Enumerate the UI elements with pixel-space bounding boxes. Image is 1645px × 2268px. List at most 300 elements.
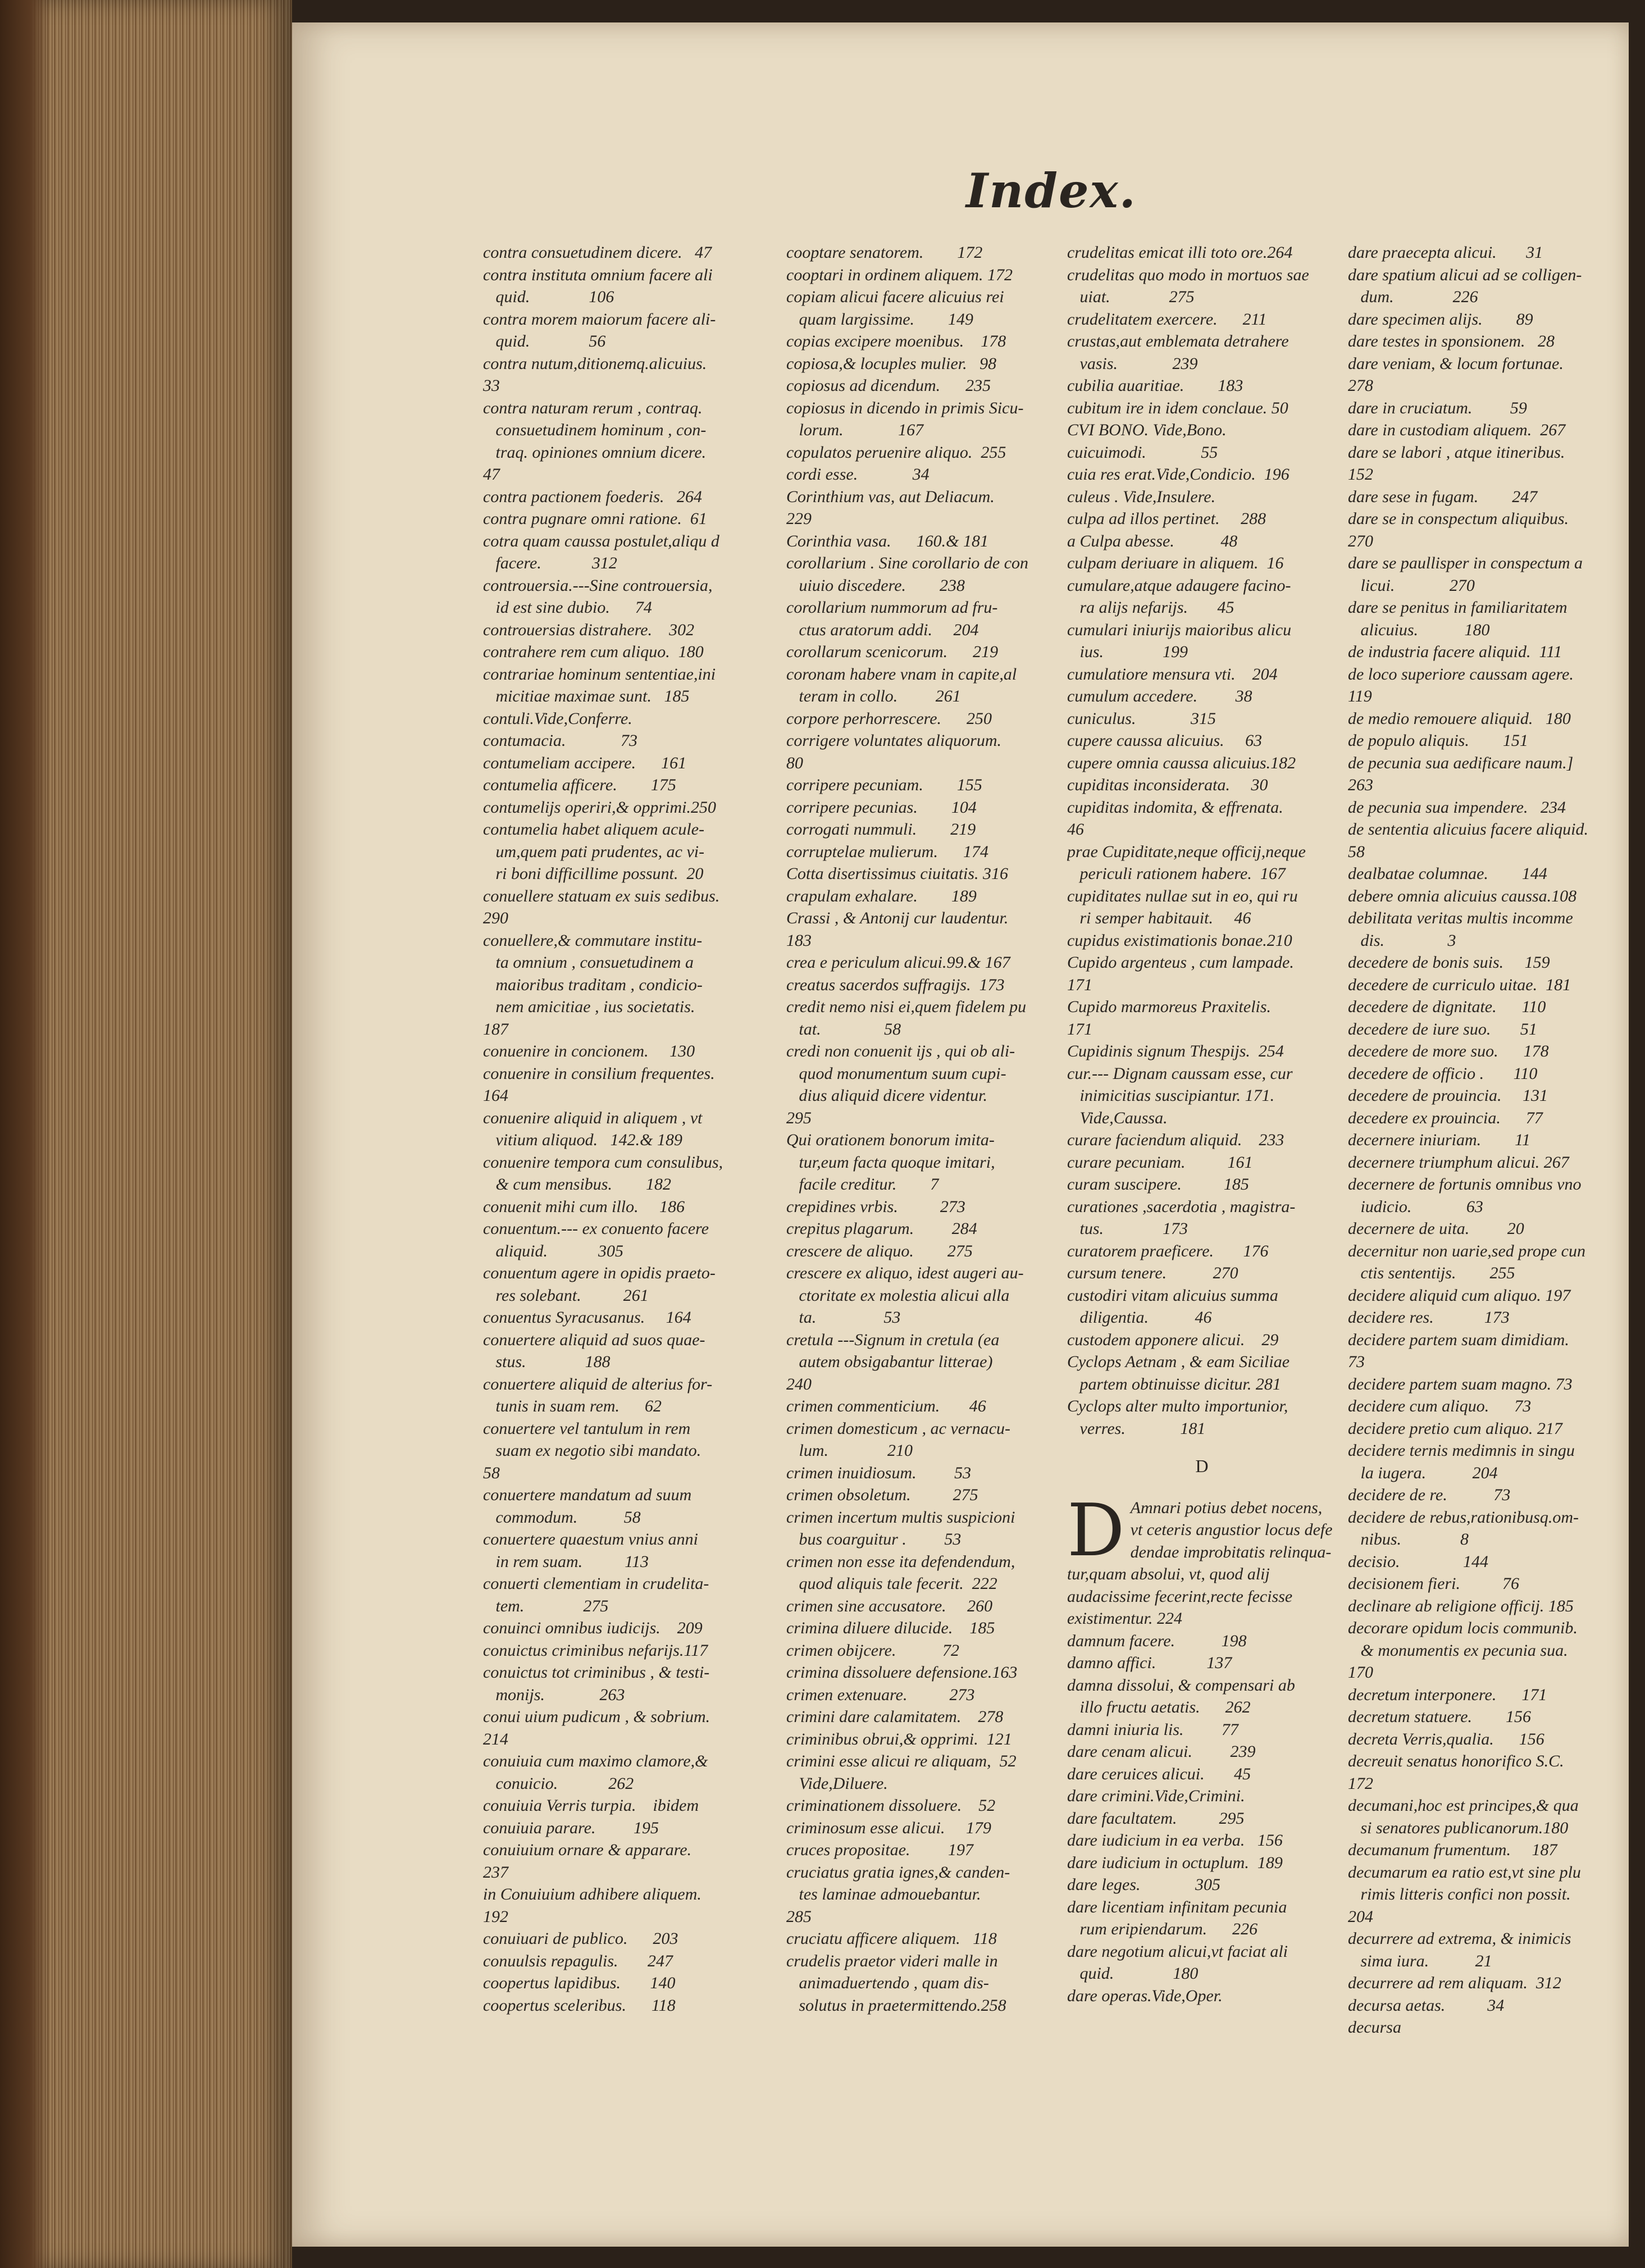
index-entry: conuictus criminibus nefarijs.117 (483, 1641, 708, 1660)
index-entry: ctus aratorum addi. 204 (786, 620, 979, 639)
index-entry: autem obsigabantur litterae) (786, 1352, 993, 1371)
index-entry: nem amicitiae , ius societatis. (483, 998, 695, 1016)
index-entry: curatorem praeficere. 176 (1067, 1241, 1269, 1260)
index-entry: cupidus existimationis bonae.210 (1067, 931, 1292, 950)
index-entry: consuetudinem hominum , con- (483, 421, 707, 439)
index-entry: criminibus obrui,& opprimi. 121 (786, 1729, 1012, 1748)
index-entry: ius. 199 (1067, 643, 1188, 661)
index-entry: conuiuari de publico. 203 (483, 1929, 678, 1948)
index-entry: copiam alicui facere alicuius rei (786, 288, 1004, 306)
index-entry: uiat. 275 (1067, 288, 1195, 306)
index-entry: 214 (483, 1729, 508, 1748)
index-entry: dius aliquid dicere videntur. (786, 1086, 988, 1105)
index-entry: in Conuiuium adhibere aliquem. (483, 1885, 701, 1903)
index-entry: contra pugnare omni ratione. 61 (483, 509, 707, 528)
index-entry: de pecunia sua impendere. 234 (1348, 798, 1566, 817)
index-entry: cuniculus. 315 (1067, 709, 1216, 728)
index-entry: damni iniuria lis. 77 (1067, 1720, 1239, 1739)
index-entry: in rem suam. 113 (483, 1552, 649, 1571)
index-entry: corpore perhorrescere. 250 (786, 709, 992, 728)
index-entry: 229 (786, 509, 812, 528)
index-entry: crudelitas emicat illi toto ore.264 (1067, 243, 1293, 262)
index-entry: quid. 56 (483, 332, 606, 350)
index-entry: decernere de uita. 20 (1348, 1219, 1524, 1238)
index-entry: corrogati nummuli. 219 (786, 820, 976, 839)
index-entry: decursa (1348, 2018, 1401, 2037)
index-entry: contumelia afficere. 175 (483, 776, 676, 794)
index-entry: contra consuetudinem dicere. 47 (483, 243, 712, 262)
index-entry: 187 (483, 1019, 508, 1039)
index-column-3-entries-after (1067, 1630, 1337, 2007)
index-entry: 183 (786, 931, 812, 950)
index-entry: crescere de aliquo. 275 (786, 1241, 973, 1260)
index-entry: decurrere ad rem aliquam. 312 (1348, 1974, 1561, 1992)
index-entry: ctoritate ex molestia alicui alla (786, 1286, 1010, 1305)
index-entry: decedere de prouincia. 131 (1348, 1086, 1548, 1105)
index-entry: cumulari iniurijs maioribus alicu (1067, 620, 1292, 639)
index-entry: custodiri vitam alicuius summa (1067, 1286, 1278, 1305)
index-entry: decidere pretio cum aliquo. 217 (1348, 1419, 1562, 1438)
index-entry: dum. 226 (1348, 288, 1478, 306)
index-entry: crudelitas quo modo in mortuos sae (1067, 265, 1309, 284)
index-entry: a Culpa abesse. 48 (1067, 531, 1238, 550)
index-entry: contumelijs operiri,& opprimi.250 (483, 798, 716, 817)
index-entry: copulatos peruenire aliquo. 255 (786, 443, 1006, 462)
index-entry: ri semper habitauit. 46 (1067, 909, 1251, 927)
index-entry: curam suscipere. 185 (1067, 1175, 1249, 1194)
index-entry: de populo aliquis. 151 (1348, 731, 1528, 750)
index-entry: conuictus tot criminibus , & testi- (483, 1663, 710, 1682)
index-column-3-entries (1067, 242, 1337, 1440)
index-entry: bus coarguitur . 53 (786, 1530, 962, 1549)
index-entry: iudicio. 63 (1348, 1197, 1483, 1216)
index-entry: dare praecepta alicui. 31 (1348, 243, 1543, 262)
index-entry: crapulam exhalare. 189 (786, 886, 977, 905)
index-entry: quam largissime. 149 (786, 309, 974, 329)
index-entry: conuentum.--- ex conuento facere (483, 1219, 709, 1238)
index-entry: dare facultatem. 295 (1067, 1809, 1245, 1828)
index-entry: cupere omnia caussa alicuius.182 (1067, 753, 1296, 772)
index-entry: 285 (786, 1907, 812, 1926)
index-entry: crepidines vrbis. 273 (786, 1197, 965, 1216)
index-entry: crimina dissoluere defensione.163 (786, 1663, 1018, 1682)
index-entry: crimina diluere dilucide. 185 (786, 1619, 995, 1637)
index-entry: quid. 106 (483, 288, 614, 306)
index-entry: 171 (1067, 1019, 1092, 1039)
index-entry: dare se in conspectum aliquibus. (1348, 509, 1569, 528)
index-entry: decidere de rebus,rationibusq.om- (1348, 1508, 1579, 1527)
index-entry: decisionem fieri. 76 (1348, 1574, 1519, 1593)
index-entry: decedere ex prouincia. 77 (1348, 1108, 1543, 1127)
index-entry: decidere partem suam dimidiam. (1348, 1330, 1569, 1349)
index-entry: res solebant. 261 (483, 1286, 649, 1305)
index-entry: conuertere mandatum ad suum (483, 1486, 692, 1504)
index-entry: facile creditur. 7 (786, 1175, 939, 1194)
index-entry: decumanum frumentum. 187 (1348, 1841, 1557, 1859)
index-entry: decernere iniuriam. 11 (1348, 1131, 1530, 1149)
index-entry: decidere aliquid cum aliquo. 197 (1348, 1286, 1571, 1305)
index-entry: um,quem pati prudentes, ac vi- (483, 842, 705, 861)
index-entry: debere omnia alicuius caussa.108 (1348, 886, 1577, 905)
index-entry: dealbatae columnae. 144 (1348, 864, 1547, 883)
index-entry: 152 (1348, 465, 1373, 484)
index-entry: la iugera. 204 (1348, 1463, 1498, 1482)
index-entry: 171 (1067, 975, 1092, 994)
index-entry: 172 (1348, 1774, 1373, 1793)
index-entry: tes laminae admouebantur. (786, 1885, 981, 1903)
index-entry: culeus . Vide,Insulere. (1067, 487, 1216, 506)
index-entry: 47 (483, 465, 500, 484)
index-entry: crimen obsoletum. 275 (786, 1486, 978, 1504)
index-entry: monijs. 263 (483, 1685, 625, 1704)
index-entry: creatus sacerdos suffragijs. 173 (786, 975, 1005, 994)
index-entry: contra naturam rerum , contraq. (483, 398, 703, 417)
index-entry: decedere de iure suo. 51 (1348, 1019, 1537, 1039)
index-entry: 240 (786, 1374, 812, 1393)
index-entry: 290 (483, 909, 508, 927)
index-entry: debilitata veritas multis incomme (1348, 909, 1573, 927)
index-entry: decidere cum aliquo. 73 (1348, 1397, 1532, 1415)
index-entry: copiosus ad dicendum. 235 (786, 376, 991, 395)
index-entry: quod aliquis tale fecerit. 222 (786, 1574, 997, 1593)
index-entry: commodum. 58 (483, 1508, 641, 1527)
index-entry: traq. opiniones omnium dicere. (483, 443, 707, 462)
index-entry: corrigere voluntates aliquorum. (786, 731, 1002, 750)
index-entry: conuellere,& commutare institu- (483, 931, 703, 950)
index-entry: conuertere aliquid ad suos quae- (483, 1330, 705, 1349)
index-entry: coopertus sceleribus. 118 (483, 1996, 676, 2015)
index-entry: decedere de officio . 110 (1348, 1064, 1538, 1083)
index-entry: conuiuium ornare & apparare. (483, 1841, 692, 1859)
index-entry: decidere de re. 73 (1348, 1486, 1511, 1504)
index-entry: conuulsis repagulis. 247 (483, 1951, 673, 1970)
drop-initial: D (1067, 1488, 1125, 1573)
index-entry: conuerti clementiam in crudelita- (483, 1574, 709, 1593)
index-entry: cruciatu afficere aliquem. 118 (786, 1929, 997, 1948)
index-entry: contra morem maiorum facere ali- (483, 309, 716, 329)
index-entry: de sententia alicuius facere aliquid. (1348, 820, 1588, 839)
page-title: Index. (966, 163, 1137, 218)
index-entry: decidere res. 173 (1348, 1308, 1510, 1327)
index-entry: licui. 270 (1348, 576, 1475, 595)
index-entry: cupiditates nullae sut in eo, qui ru (1067, 886, 1298, 905)
index-entry: decedere de dignitate. 110 (1348, 998, 1546, 1016)
index-entry: corollarum scenicorum. 219 (786, 643, 999, 661)
index-entry: tunis in suam rem. 62 (483, 1397, 662, 1415)
index-entry: vitium aliquod. 142.& 189 (483, 1131, 682, 1149)
index-entry: controuersia.---Sine controuersia, (483, 576, 713, 595)
index-entry: dare iudicium in ea verba. 156 (1067, 1831, 1283, 1850)
index-entry: crimen non esse ita defendendum, (786, 1552, 1015, 1571)
index-entry: diligentia. 46 (1067, 1308, 1212, 1327)
index-entry: contuli.Vide,Conferre. (483, 709, 632, 728)
index-entry: crimen extenuare. 273 (786, 1685, 975, 1704)
index-entry: dare cenam alicui. 239 (1067, 1742, 1256, 1761)
index-entry: dare veniam, & locum fortunae. (1348, 354, 1564, 373)
index-entry: copiosa,& locuples mulier. 98 (786, 354, 997, 373)
index-entry: solutus in praetermittendo.258 (786, 1996, 1006, 2015)
index-entry: ri boni difficillime possunt. 20 (483, 864, 704, 883)
index-entry: conuenit mihi cum illo. 186 (483, 1197, 685, 1216)
index-entry: rum eripiendarum. 226 (1067, 1920, 1258, 1938)
index-entry: damno affici. 137 (1067, 1654, 1232, 1672)
index-entry: Cupido argenteus , cum lampade. (1067, 953, 1294, 972)
index-entry: cur.--- Dignam caussam esse, cur (1067, 1064, 1293, 1083)
index-entry: de pecunia sua aedificare naum.] (1348, 753, 1574, 772)
index-entry: cuia res erat.Vide,Condicio. 196 (1067, 465, 1289, 484)
index-entry: micitiae maximae sunt. 185 (483, 687, 690, 705)
index-entry: Cotta disertissimus ciuitatis. 316 (786, 864, 1009, 883)
index-entry: cubitum ire in idem conclaue. 50 (1067, 398, 1288, 417)
index-entry: coopertus lapidibus. 140 (483, 1974, 676, 1992)
index-entry: contumacia. 73 (483, 731, 637, 750)
index-entry: dare specimen alijs. 89 (1348, 309, 1533, 329)
index-entry: 295 (786, 1108, 812, 1127)
index-entry: contumeliam accipere. 161 (483, 753, 687, 772)
letter-heading: D (1195, 1456, 1209, 1476)
index-entry: decernere de fortunis omnibus vno (1348, 1175, 1582, 1194)
index-entry: alicuius. 180 (1348, 620, 1490, 639)
index-entry: conui uium pudicum , & sobrium. (483, 1707, 710, 1726)
index-entry: curare pecuniam. 161 (1067, 1153, 1253, 1172)
index-entry: dare in cruciatum. 59 (1348, 398, 1527, 417)
index-entry: dare in custodiam aliquem. 267 (1348, 421, 1566, 439)
index-entry: crepitus plagarum. 284 (786, 1219, 977, 1238)
index-entry: Cyclops alter multo importunior, (1067, 1397, 1288, 1415)
index-entry: aliquid. 305 (483, 1241, 624, 1260)
index-entry: cordi esse. 34 (786, 465, 929, 484)
index-entry: corollarium . Sine corollario de con (786, 554, 1029, 572)
index-entry: conuentum agere in opidis praeto- (483, 1264, 716, 1282)
index-entry: crimen domesticum , ac vernacu- (786, 1419, 1011, 1438)
index-entry: copiosus in dicendo in primis Sicu- (786, 398, 1024, 417)
index-entry: sima iura. 21 (1348, 1951, 1492, 1970)
index-entry: coronam habere vnam in capite,al (786, 664, 1017, 684)
index-entry: controuersias distrahere. 302 (483, 620, 695, 639)
index-entry: dare testes in sponsionem. 28 (1348, 332, 1555, 350)
index-entry: conuenire aliquid in aliquem , vt (483, 1108, 703, 1127)
index-entry: maioribus traditam , condicio- (483, 975, 703, 994)
index-entry: corripere pecunias. 104 (786, 798, 977, 817)
index-entry: declinare ab religione officij. 185 (1348, 1596, 1574, 1615)
index-entry: cooptari in ordinem aliquem. 172 (786, 265, 1013, 284)
index-entry: & monumentis ex pecunia sua. (1348, 1641, 1568, 1660)
index-entry: cruciatus gratia ignes,& canden- (786, 1862, 1010, 1882)
index-entry: Vide,Diluere. (786, 1774, 888, 1793)
index-entry: contumelia habet aliquem acule- (483, 820, 705, 839)
index-entry: id est sine dubio. 74 (483, 598, 652, 617)
index-entry: contrariae hominum sententiae,ini (483, 664, 716, 684)
index-entry: dare negotium alicui,vt faciat ali (1067, 1942, 1288, 1961)
index-column-2 (786, 242, 1056, 2207)
index-entry: decretum interponere. 171 (1348, 1685, 1547, 1704)
index-entry: dare se penitus in familiaritatem (1348, 598, 1567, 617)
index-entry: 80 (786, 753, 803, 772)
index-entry: Cupido marmoreus Praxitelis. (1067, 998, 1272, 1016)
index-entry: rimis litteris confici non possit. (1348, 1885, 1571, 1903)
index-entry: cuicuimodi. 55 (1067, 443, 1218, 462)
index-entry: dare crimini.Vide,Crimini. (1067, 1787, 1245, 1805)
index-entry: ta omnium , consuetudinem a (483, 953, 694, 972)
index-entry: cupere caussa alicuius. 63 (1067, 731, 1263, 750)
index-entry: 170 (1348, 1663, 1373, 1682)
index-entry: de industria facere aliquid. 111 (1348, 643, 1562, 661)
index-entry: decidere partem suam magno. 73 (1348, 1374, 1573, 1393)
index-entry: Qui orationem bonorum imita- (786, 1131, 995, 1149)
index-entry: 204 (1348, 1907, 1373, 1926)
index-column-1 (483, 242, 753, 2207)
index-entry: cooptare senatorem. 172 (786, 243, 983, 262)
index-entry: Vide,Caussa. (1067, 1108, 1168, 1127)
index-entry: 263 (1348, 776, 1373, 794)
index-entry: ta. 53 (786, 1308, 901, 1327)
index-entry: dare leges. 305 (1067, 1875, 1221, 1894)
index-entry: conuinci omnibus iudicijs. 209 (483, 1619, 703, 1637)
index-entry: tus. 173 (1067, 1219, 1188, 1238)
index-entry: conuenire in consilium frequentes. (483, 1064, 715, 1083)
index-entry: conuellere statuam ex suis sedibus. (483, 886, 720, 905)
index-entry: conuiuia Verris turpia. ibidem (483, 1796, 699, 1815)
index-entry: inimicitias suscipiantur. 171. (1067, 1086, 1275, 1105)
book-fore-edge (0, 0, 292, 2268)
index-entry: tem. 275 (483, 1596, 609, 1615)
index-entry: corruptelae mulierum. 174 (786, 842, 988, 861)
index-entry: Crassi , & Antonij cur laudentur. (786, 909, 1009, 927)
index-entry: cupiditas indomita, & effrenata. (1067, 798, 1283, 817)
index-entry: 278 (1348, 376, 1373, 395)
index-entry: lorum. 167 (786, 421, 924, 439)
index-entry: cruces propositae. 197 (786, 1841, 974, 1859)
index-entry: cubilia auaritiae. 183 (1067, 376, 1243, 395)
index-entry: ctis sententijs. 255 (1348, 1264, 1515, 1282)
drop-paragraph (1067, 1488, 1337, 1630)
index-entry: corripere pecuniam. 155 (786, 776, 982, 794)
index-entry: contra pactionem foederis. 264 (483, 487, 702, 506)
index-entry: dare ceruices alicui. 45 (1067, 1764, 1251, 1783)
index-entry: decursa aetas. 34 (1348, 1996, 1505, 2015)
index-entry: facere. 312 (483, 554, 617, 572)
index-entry: crimen commenticium. 46 (786, 1397, 986, 1415)
index-entry: suam ex negotio sibi mandato. (483, 1441, 701, 1460)
index-entry: Cupidinis signum Thespijs. 254 (1067, 1042, 1284, 1060)
index-entry: tur,eum facta quoque imitari, (786, 1153, 995, 1172)
index-entry: curare faciendum aliquid. 233 (1067, 1131, 1284, 1149)
index-entry: vasis. 239 (1067, 354, 1198, 373)
index-entry: tat. 58 (786, 1019, 901, 1039)
index-entry: culpa ad illos pertinet. 288 (1067, 509, 1266, 528)
index-entry: 73 (1348, 1352, 1365, 1371)
index-column-4 (1348, 242, 1617, 2207)
index-entry: & cum mensibus. 182 (483, 1175, 671, 1194)
index-entry: dare licentiam infinitam pecunia (1067, 1897, 1287, 1916)
index-entry: nibus. 8 (1348, 1530, 1469, 1549)
index-entry: culpam deriuare in aliquem. 16 (1067, 554, 1284, 572)
index-entry: crudelis praetor videri malle in (786, 1951, 998, 1970)
index-entry: corollarium nummorum ad fru- (786, 598, 998, 617)
index-entry: decedere de bonis suis. 159 (1348, 953, 1550, 972)
index-entry: cursum tenere. 270 (1067, 1264, 1238, 1282)
index-entry: periculi rationem habere. 167 (1067, 864, 1286, 883)
index-entry: cupiditas inconsiderata. 30 (1067, 776, 1268, 794)
index-entry: cumulare,atque adaugere facino- (1067, 576, 1291, 595)
index-entry: dare sese in fugam. 247 (1348, 487, 1538, 506)
index-entry: cotra quam caussa postulet,aliqu d (483, 531, 719, 550)
index-entry: 58 (1348, 842, 1365, 861)
index-entry: si senatores publicanorum.180 (1348, 1818, 1569, 1837)
index-entry: credi non conuenit ijs , qui ob ali- (786, 1042, 1015, 1060)
index-entry: crimini dare calamitatem. 278 (786, 1707, 1004, 1726)
index-entry: decedere de more suo. 178 (1348, 1042, 1549, 1060)
index-entry: contra nutum,ditionemq.alicuius. (483, 354, 707, 373)
index-entry: conuiuia parare. 195 (483, 1818, 659, 1837)
index-entry: conuiuia cum maximo clamore,& (483, 1752, 708, 1770)
index-entry: cumulum accedere. 38 (1067, 687, 1252, 705)
index-entry: decisio. 144 (1348, 1552, 1488, 1571)
index-entry: dis. 3 (1348, 931, 1456, 950)
index-entry: criminationem dissoluere. 52 (786, 1796, 996, 1815)
index-entry: curationes ,sacerdotia , magistra- (1067, 1197, 1296, 1216)
index-entry: conuentus Syracusanus. 164 (483, 1308, 691, 1327)
index-entry: decurrere ad extrema, & inimicis (1348, 1929, 1571, 1948)
index-entry: Cyclops Aetnam , & eam Siciliae (1067, 1352, 1290, 1371)
index-entry: conuertere vel tantulum in rem (483, 1419, 691, 1438)
index-entry: custodem apponere alicui. 29 (1067, 1330, 1279, 1349)
index-entry: dare se labori , atque itineribus. (1348, 443, 1565, 462)
index-entry: uiuio discedere. 238 (786, 576, 965, 595)
index-entry: 58 (483, 1463, 500, 1482)
index-entry: animaduertendo , quam dis- (786, 1974, 989, 1992)
index-entry: CVI BONO. Vide,Bono. (1067, 421, 1227, 439)
index-entry: 192 (483, 1907, 508, 1926)
index-entry: 164 (483, 1086, 508, 1105)
index-entry: dare se paullisper in conspectum a (1348, 554, 1583, 572)
index-entry: decernitur non uarie,sed prope cun (1348, 1241, 1585, 1260)
index-entry: decorare opidum locis communib. (1348, 1619, 1578, 1637)
index-entry: decidere ternis medimnis in singu (1348, 1441, 1575, 1460)
index-entry: crimen sine accusatore. 260 (786, 1596, 993, 1615)
index-entry: crea e periculum alicui.99.& 167 (786, 953, 1010, 972)
index-entry: crescere ex aliquo, idest augeri au- (786, 1264, 1024, 1282)
index-entry: ra alijs nefarijs. 45 (1067, 598, 1234, 617)
index-entry: dare spatium alicui ad se colligen- (1348, 265, 1582, 284)
index-entry: quod monumentum suum cupi- (786, 1064, 1006, 1083)
index-entry: de loco superiore caussam agere. (1348, 664, 1574, 684)
index-entry: decedere de curriculo uitae. 181 (1348, 975, 1571, 994)
index-entry: Corinthia vasa. 160.& 181 (786, 531, 989, 550)
index-entry: contrahere rem cum aliquo. 180 (483, 643, 704, 661)
index-entry: teram in collo. 261 (786, 687, 961, 705)
index-entry: decernere triumphum alicui. 267 (1348, 1153, 1569, 1172)
index-entry: copias excipere moenibus. 178 (786, 332, 1006, 350)
index-entry: conuertere aliquid de alterius for- (483, 1374, 713, 1393)
index-entry: crimen obijcere. 72 (786, 1641, 959, 1660)
index-entry: stus. 188 (483, 1352, 610, 1371)
index-entry: crustas,aut emblemata detrahere (1067, 332, 1289, 350)
index-entry: crimini esse alicui re aliquam, 52 (786, 1752, 1017, 1770)
index-entry: illo fructu aetatis. 262 (1067, 1698, 1251, 1716)
index-entry: conuertere quaestum vnius anni (483, 1530, 698, 1549)
index-page (292, 22, 1629, 2247)
index-entry: decumani,hoc est principes,& qua (1348, 1796, 1579, 1815)
index-entry: Corinthium vas, aut Deliacum. (786, 487, 995, 506)
index-entry: damnum facere. 198 (1067, 1631, 1247, 1650)
index-entry: conuenire tempora cum consulibus, (483, 1153, 723, 1172)
index-entry: contra instituta omnium facere ali (483, 265, 713, 284)
index-entry: lum. 210 (786, 1441, 913, 1460)
index-entry: cretula ---Signum in cretula (ea (786, 1330, 1000, 1349)
index-entry: decreta Verris,qualia. 156 (1348, 1729, 1544, 1748)
index-entry: 46 (1067, 820, 1084, 839)
